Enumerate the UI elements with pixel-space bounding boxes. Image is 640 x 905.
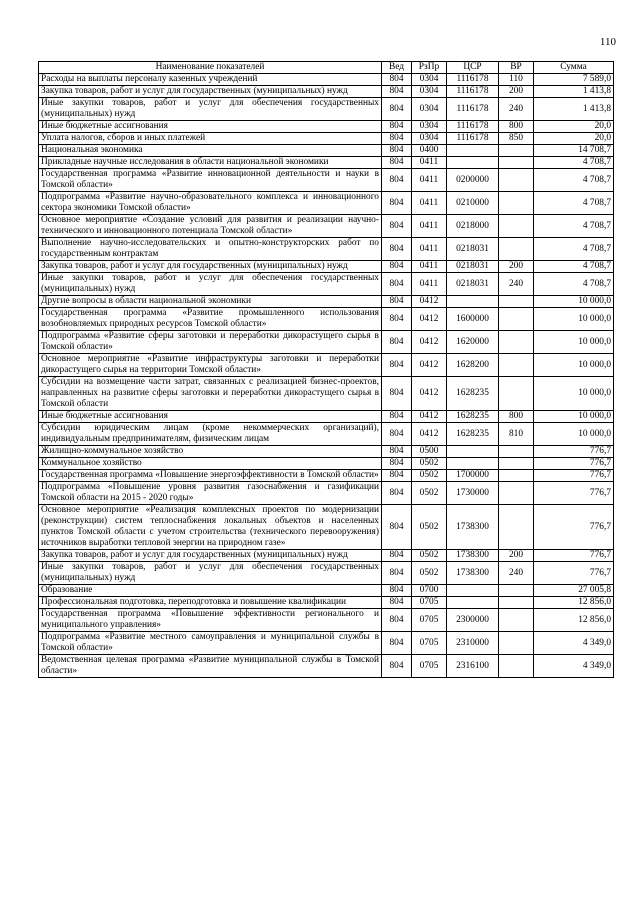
table-row [39,655,614,678]
row-vr [499,192,534,215]
row-csr: 0210000 [447,192,499,215]
row-name: Закупка товаров, работ и услуг для государственных (муниципальных) нужд [39,550,382,562]
row-sum: 12 856,0 [534,609,614,632]
table-row [39,585,614,597]
row-csr: 1628235 [447,423,499,446]
table-row [39,98,614,121]
row-rzpr: 0502 [412,562,447,585]
row-name: Иные закупки товаров, работ и услуг для обеспечения государственных (муниципальных) нужд [39,98,382,121]
header-sum: Сумма [534,62,614,74]
table-row [39,273,614,296]
row-name: Иные закупки товаров, работ и услуг для обеспечения государственных (муниципальных) нужд [39,273,382,296]
row-sum: 776,7 [534,458,614,470]
row-rzpr: 0412 [412,308,447,331]
row-ved: 804 [382,133,412,145]
table-row [39,562,614,585]
row-name: Закупка товаров, работ и услуг для государственных (муниципальных) нужд [39,86,382,98]
row-sum: 776,7 [534,470,614,482]
row-ved: 804 [382,192,412,215]
row-sum: 12 856,0 [534,597,614,609]
row-ved: 804 [382,169,412,192]
row-name: Основное мероприятие «Развитие инфраструктуры заготовки и переработки дикорастущего сырья на территории Томской области» [39,354,382,377]
header-ved: Вед [382,62,412,74]
table-row [39,145,614,157]
row-csr: 1116178 [447,121,499,133]
row-name: Субсидии на возмещение части затрат, связанных с реализацией бизнес-проектов, направленных на развитие сферы заготовки и переработки дикорастущего сырья в Томской области [39,377,382,411]
table-row [39,609,614,632]
row-vr [499,482,534,505]
row-rzpr: 0304 [412,121,447,133]
row-rzpr: 0411 [412,192,447,215]
row-rzpr: 0700 [412,585,447,597]
row-ved: 804 [382,74,412,86]
table-row [39,423,614,446]
row-vr [499,238,534,261]
row-ved: 804 [382,470,412,482]
row-rzpr: 0412 [412,377,447,411]
row-name: Жилищно-коммунальное хозяйство [39,446,382,458]
row-rzpr: 0412 [412,423,447,446]
row-sum: 1 413,8 [534,86,614,98]
row-csr: 1730000 [447,482,499,505]
row-ved: 804 [382,458,412,470]
row-rzpr: 0400 [412,145,447,157]
row-ved: 804 [382,482,412,505]
row-ved: 804 [382,377,412,411]
table-row [39,121,614,133]
row-sum: 4 349,0 [534,655,614,678]
table-row [39,482,614,505]
row-csr [447,458,499,470]
row-sum: 10 000,0 [534,296,614,308]
row-name: Подпрограмма «Повышение уровня развития газоснабжения и газификации Томской области на 2015 - 2020 годы» [39,482,382,505]
row-sum: 776,7 [534,446,614,458]
row-ved: 804 [382,157,412,169]
table-row [39,215,614,238]
table-row [39,377,614,411]
row-ved: 804 [382,296,412,308]
row-name: Расходы на выплаты персоналу казенных учреждений [39,74,382,86]
table-row [39,308,614,331]
row-vr [499,505,534,550]
row-ved: 804 [382,597,412,609]
row-csr [447,597,499,609]
row-vr [499,458,534,470]
row-vr [499,446,534,458]
row-name: Государственная программа «Повышение энергоэффективности в Томской области» [39,470,382,482]
row-rzpr: 0502 [412,482,447,505]
row-sum: 27 005,8 [534,585,614,597]
table-row [39,550,614,562]
row-csr: 0200000 [447,169,499,192]
row-sum: 4 349,0 [534,632,614,655]
row-ved: 804 [382,505,412,550]
row-ved: 804 [382,238,412,261]
row-csr: 0218031 [447,238,499,261]
row-sum: 20,0 [534,133,614,145]
row-name: Иные бюджетные ассигнования [39,121,382,133]
row-csr: 1738300 [447,562,499,585]
row-ved: 804 [382,308,412,331]
row-csr: 1700000 [447,470,499,482]
row-name: Выполнение научно-исследовательских и опытно-конструкторских работ по государственным контрактам [39,238,382,261]
row-name: Уплата налогов, сборов и иных платежей [39,133,382,145]
table-row [39,597,614,609]
table-row [39,157,614,169]
row-rzpr: 0502 [412,550,447,562]
row-vr [499,585,534,597]
row-csr: 1628200 [447,354,499,377]
row-csr: 1628235 [447,377,499,411]
row-csr: 1116178 [447,86,499,98]
row-vr: 240 [499,273,534,296]
row-rzpr: 0412 [412,354,447,377]
row-csr: 1600000 [447,308,499,331]
row-csr: 1738300 [447,505,499,550]
table-row [39,261,614,273]
row-vr [499,377,534,411]
row-ved: 804 [382,411,412,423]
table-row [39,458,614,470]
row-csr: 1116178 [447,74,499,86]
row-name: Подпрограмма «Развитие местного самоуправления и муниципальной службы в Томской области» [39,632,382,655]
table-row [39,192,614,215]
row-sum: 10 000,0 [534,308,614,331]
row-ved: 804 [382,446,412,458]
row-sum: 4 708,7 [534,192,614,215]
row-vr: 240 [499,562,534,585]
row-rzpr: 0411 [412,169,447,192]
row-vr [499,157,534,169]
row-sum: 4 708,7 [534,261,614,273]
row-csr: 0218000 [447,215,499,238]
row-rzpr: 0411 [412,261,447,273]
row-ved: 804 [382,354,412,377]
table-row [39,505,614,550]
row-ved: 804 [382,609,412,632]
row-vr [499,215,534,238]
row-ved: 804 [382,423,412,446]
row-sum: 4 708,7 [534,273,614,296]
row-rzpr: 0705 [412,597,447,609]
row-name: Подпрограмма «Развитие научно-образовательного комплекса и инновационного сектора экономики Томской области» [39,192,382,215]
table-row [39,446,614,458]
row-rzpr: 0304 [412,86,447,98]
row-rzpr: 0304 [412,74,447,86]
row-csr: 1628235 [447,411,499,423]
row-vr [499,632,534,655]
row-vr [499,597,534,609]
page-number: 110 [599,36,616,48]
row-rzpr: 0411 [412,273,447,296]
row-rzpr: 0411 [412,157,447,169]
row-vr [499,145,534,157]
header-vr: ВР [499,62,534,74]
row-sum: 776,7 [534,562,614,585]
row-name: Закупка товаров, работ и услуг для государственных (муниципальных) нужд [39,261,382,273]
row-vr [499,470,534,482]
row-name: Государственная программа «Развитие инновационной деятельности и науки в Томской области» [39,169,382,192]
row-name: Коммунальное хозяйство [39,458,382,470]
row-vr: 200 [499,550,534,562]
header-name: Наименование показателей [39,62,382,74]
row-sum: 4 708,7 [534,238,614,261]
row-sum: 776,7 [534,505,614,550]
row-name: Основное мероприятие «Реализация комплексных проектов по модернизации (реконструкции) систем теплоснабжения локальных объектов и населенных пунктов Томской области с учетом строительства (технического перевооружения) источников выработки тепловой энергии на природном газе» [39,505,382,550]
table-header-row [39,62,614,74]
row-csr: 2310000 [447,632,499,655]
row-name: Государственная программа «Развитие промышленного использования возобновляемых природных ресурсов Томской области» [39,308,382,331]
row-vr [499,609,534,632]
row-csr: 2316100 [447,655,499,678]
row-ved: 804 [382,331,412,354]
row-sum: 10 000,0 [534,377,614,411]
row-csr: 1738300 [447,550,499,562]
row-vr: 200 [499,86,534,98]
row-sum: 10 000,0 [534,354,614,377]
row-rzpr: 0705 [412,609,447,632]
row-csr: 1116178 [447,98,499,121]
row-name: Ведомственная целевая программа «Развитие муниципальной службы в Томской области» [39,655,382,678]
row-ved: 804 [382,273,412,296]
table-row [39,354,614,377]
row-ved: 804 [382,562,412,585]
row-ved: 804 [382,655,412,678]
row-ved: 804 [382,145,412,157]
row-ved: 804 [382,86,412,98]
row-rzpr: 0500 [412,446,447,458]
row-ved: 804 [382,121,412,133]
row-name: Государственная программа «Повышение эффективности регионального и муниципального управления» [39,609,382,632]
header-rzpr: РзПр [412,62,447,74]
row-rzpr: 0411 [412,238,447,261]
table-row [39,331,614,354]
row-rzpr: 0705 [412,632,447,655]
row-sum: 776,7 [534,482,614,505]
row-vr [499,331,534,354]
table-row [39,470,614,482]
row-csr [447,157,499,169]
row-vr: 810 [499,423,534,446]
table-row [39,74,614,86]
table-row [39,632,614,655]
row-csr [447,145,499,157]
table-row [39,86,614,98]
row-vr [499,169,534,192]
table-row [39,411,614,423]
row-vr: 850 [499,133,534,145]
row-sum: 4 708,7 [534,215,614,238]
row-sum: 10 000,0 [534,423,614,446]
row-csr: 1620000 [447,331,499,354]
row-rzpr: 0304 [412,98,447,121]
row-name: Подпрограмма «Развитие сферы заготовки и переработки дикорастущего сырья в Томской области» [39,331,382,354]
row-ved: 804 [382,98,412,121]
row-name: Профессиональная подготовка, переподготовка и повышение квалификации [39,597,382,609]
row-sum: 4 708,7 [534,157,614,169]
table-row [39,133,614,145]
row-csr [447,296,499,308]
row-rzpr: 0412 [412,411,447,423]
row-vr: 110 [499,74,534,86]
row-sum: 1 413,8 [534,98,614,121]
row-csr [447,585,499,597]
row-rzpr: 0412 [412,296,447,308]
table-row [39,296,614,308]
row-sum: 20,0 [534,121,614,133]
row-ved: 804 [382,215,412,238]
row-ved: 804 [382,550,412,562]
row-vr: 800 [499,411,534,423]
row-vr [499,308,534,331]
row-vr: 800 [499,121,534,133]
table-row [39,169,614,192]
row-vr [499,655,534,678]
row-sum: 10 000,0 [534,331,614,354]
row-rzpr: 0411 [412,215,447,238]
row-ved: 804 [382,261,412,273]
row-ved: 804 [382,632,412,655]
row-name: Иные закупки товаров, работ и услуг для обеспечения государственных (муниципальных) нужд [39,562,382,585]
row-vr: 240 [499,98,534,121]
row-name: Другие вопросы в области национальной экономики [39,296,382,308]
row-csr: 1116178 [447,133,499,145]
row-sum: 7 589,0 [534,74,614,86]
header-csr: ЦСР [447,62,499,74]
row-name: Образование [39,585,382,597]
row-name: Иные бюджетные ассигнования [39,411,382,423]
row-csr [447,446,499,458]
row-sum: 14 708,7 [534,145,614,157]
row-sum: 776,7 [534,550,614,562]
row-csr: 0218031 [447,273,499,296]
row-name: Основное мероприятие «Создание условий для развития и реализации научно-технического и инновационного потенциала Томской области» [39,215,382,238]
row-csr: 2300000 [447,609,499,632]
row-sum: 10 000,0 [534,411,614,423]
row-rzpr: 0705 [412,655,447,678]
table-row [39,238,614,261]
row-vr: 200 [499,261,534,273]
row-rzpr: 0502 [412,505,447,550]
row-ved: 804 [382,585,412,597]
row-rzpr: 0304 [412,133,447,145]
row-rzpr: 0502 [412,470,447,482]
row-rzpr: 0412 [412,331,447,354]
row-rzpr: 0502 [412,458,447,470]
row-sum: 4 708,7 [534,169,614,192]
row-name: Прикладные научные исследования в области национальной экономики [39,157,382,169]
row-vr [499,354,534,377]
row-csr: 0218031 [447,261,499,273]
row-vr [499,296,534,308]
row-name: Национальная экономика [39,145,382,157]
row-name: Субсидии юридическим лицам (кроме некоммерческих организаций), индивидуальным предпринимателям, физическим лицам [39,423,382,446]
budget-table [38,61,614,678]
